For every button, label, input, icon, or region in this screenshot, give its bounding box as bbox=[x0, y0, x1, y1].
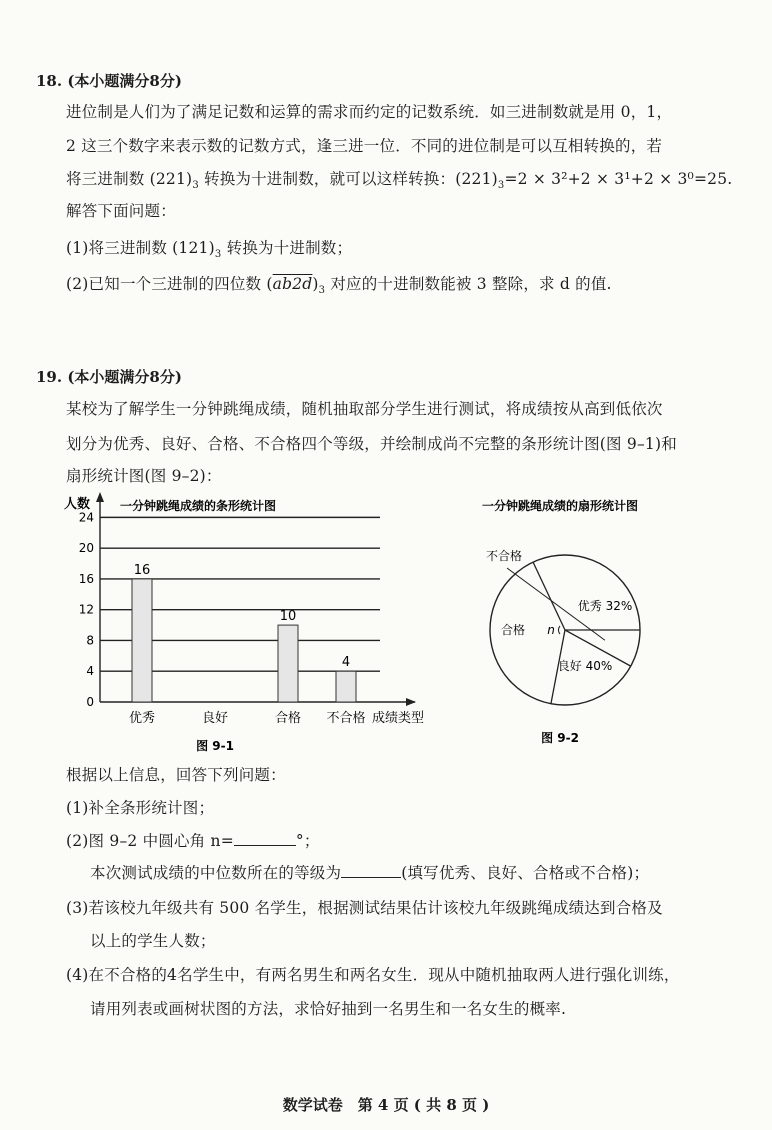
pie-caption: 图 9-2 bbox=[541, 731, 579, 745]
pie-slice-label: 优秀 32% bbox=[577, 599, 633, 613]
q18-para-line1: 进位制是人们为了满足记数和运算的需求而约定的记数系统．如三进制数就是用 0，1， bbox=[66, 103, 673, 121]
pie-chart-figure-9-2 bbox=[460, 490, 720, 755]
bar-ytick-label: 0 bbox=[86, 695, 94, 709]
bar-caption: 图 9-1 bbox=[196, 739, 234, 753]
q19-sub4-line2: 请用列表或画树状图的方法，求恰好抽到一名男生和一名女生的概率. bbox=[90, 1000, 567, 1018]
bar-ytick-label: 20 bbox=[78, 541, 94, 556]
q18-header: 18. (本小题满分8分) bbox=[36, 72, 182, 90]
q19-para-line2: 划分为优秀、良好、合格、不合格四个等级，并绘制成尚不完整的条形统计图(图 9–1)和 bbox=[66, 435, 677, 453]
bar-ytick-label: 4 bbox=[86, 664, 94, 679]
q18-sub-b: 3 bbox=[497, 180, 505, 192]
q18-sub1 bbox=[66, 236, 352, 260]
q18-s1a: (1)将三进制数 (121) bbox=[66, 239, 215, 257]
pie-slice-label: 良好 40% bbox=[557, 659, 613, 673]
bar-value-label: 10 bbox=[279, 609, 297, 625]
q18-p3c: =2 × 3²+2 × 3¹+2 × 3⁰=25. bbox=[504, 170, 733, 188]
bar-x-arrow bbox=[406, 698, 416, 706]
q19-sub4-line1: (4)在不合格的4名学生中，有两名男生和两名女生．现从中随机抽取两人进行强化训练， bbox=[66, 966, 680, 984]
pie-angle-label: n bbox=[547, 623, 555, 637]
bar-xlabel: 成绩类型 bbox=[372, 711, 425, 726]
q19-s2d: (填写优秀、良好、合格或不合格)； bbox=[401, 864, 650, 882]
q19-para-line3: 扇形统计图(图 9–2)： bbox=[66, 467, 222, 485]
q18-prompt: 解答下面问题： bbox=[66, 202, 176, 220]
q18-s2-sub: 3 bbox=[318, 285, 326, 297]
pie-slice-label: 合格 bbox=[500, 623, 526, 637]
bar-value-label: 16 bbox=[133, 562, 151, 578]
q18-s2-overline: ab2d bbox=[272, 275, 313, 293]
bar-chart-figure-9-1 bbox=[60, 490, 460, 755]
q19-s2b: °； bbox=[295, 832, 320, 850]
q18-s1b: 转换为十进制数； bbox=[221, 239, 353, 257]
q18-s1-sub: 3 bbox=[214, 249, 222, 261]
q19-s2c: 本次测试成绩的中位数所在的等级为 bbox=[90, 864, 342, 882]
q19-sub2 bbox=[66, 829, 320, 851]
q19-sub2-median bbox=[90, 861, 649, 883]
bar-ytick-label: 12 bbox=[78, 602, 94, 617]
bar-ytick-label: 8 bbox=[86, 633, 94, 648]
bar-category-label: 良好 bbox=[201, 711, 229, 726]
q18-para-line2: 2 这三个数字来表示数的记数方式，逢三进一位．不同的进位制是可以互相转换的，若 bbox=[66, 137, 663, 155]
bar-category-label: 优秀 bbox=[128, 711, 156, 726]
q19-header: 19. (本小题满分8分) bbox=[36, 368, 182, 386]
q18-s2c: 对应的十进制数能被 3 整除，求 d 的值. bbox=[325, 275, 612, 293]
bar-2 bbox=[278, 625, 298, 702]
bar-ytick-label: 24 bbox=[78, 510, 94, 525]
pie-title: 一分钟跳绳成绩的扇形统计图 bbox=[481, 499, 639, 513]
bar-ytick-label: 16 bbox=[78, 571, 94, 586]
q19-sub1: (1)补全条形统计图； bbox=[66, 799, 215, 817]
q19-sub3-line2: 以上的学生人数； bbox=[90, 932, 216, 950]
q19-sub3-line1: (3)若该校九年级共有 500 名学生，根据测试结果估计该校九年级跳绳成绩达到合格及 bbox=[66, 899, 663, 917]
q18-p3b: 转换为十进制数，就可以这样转换：(221) bbox=[198, 170, 498, 188]
answer-blank-median bbox=[341, 863, 401, 878]
q19-para-line1: 某校为了解学生一分钟跳绳成绩，随机抽取部分学生进行测试，将成绩按从高到低依次 bbox=[66, 400, 663, 418]
q18-s2a: (2)已知一个三进制的四位数 ( bbox=[66, 275, 273, 293]
q18-sub2 bbox=[66, 272, 612, 296]
pie-slice-label: 不合格 bbox=[485, 549, 523, 563]
q19-s2a: (2)图 9–2 中圆心角 n= bbox=[66, 832, 234, 850]
page-footer: 数学试卷 第 4 页 ( 共 8 页 ) bbox=[282, 1096, 490, 1114]
bar-0 bbox=[132, 579, 152, 702]
bar-y-arrow bbox=[96, 492, 104, 502]
bar-ylabel: 人数 bbox=[64, 497, 91, 512]
bar-category-label: 不合格 bbox=[326, 711, 366, 726]
bar-category-label: 合格 bbox=[274, 711, 302, 726]
answer-blank-angle bbox=[234, 831, 296, 846]
q19-intro: 根据以上信息，回答下列问题： bbox=[66, 766, 286, 784]
q18-p3a: 将三进制数 (221) bbox=[66, 170, 193, 188]
q18-para-line3 bbox=[66, 167, 732, 191]
bar-3 bbox=[336, 671, 356, 702]
bar-value-label: 4 bbox=[341, 655, 351, 671]
q18-sub-a: 3 bbox=[192, 180, 199, 192]
q18-s2b: ) bbox=[312, 275, 319, 293]
bar-title: 一分钟跳绳成绩的条形统计图 bbox=[120, 499, 277, 513]
